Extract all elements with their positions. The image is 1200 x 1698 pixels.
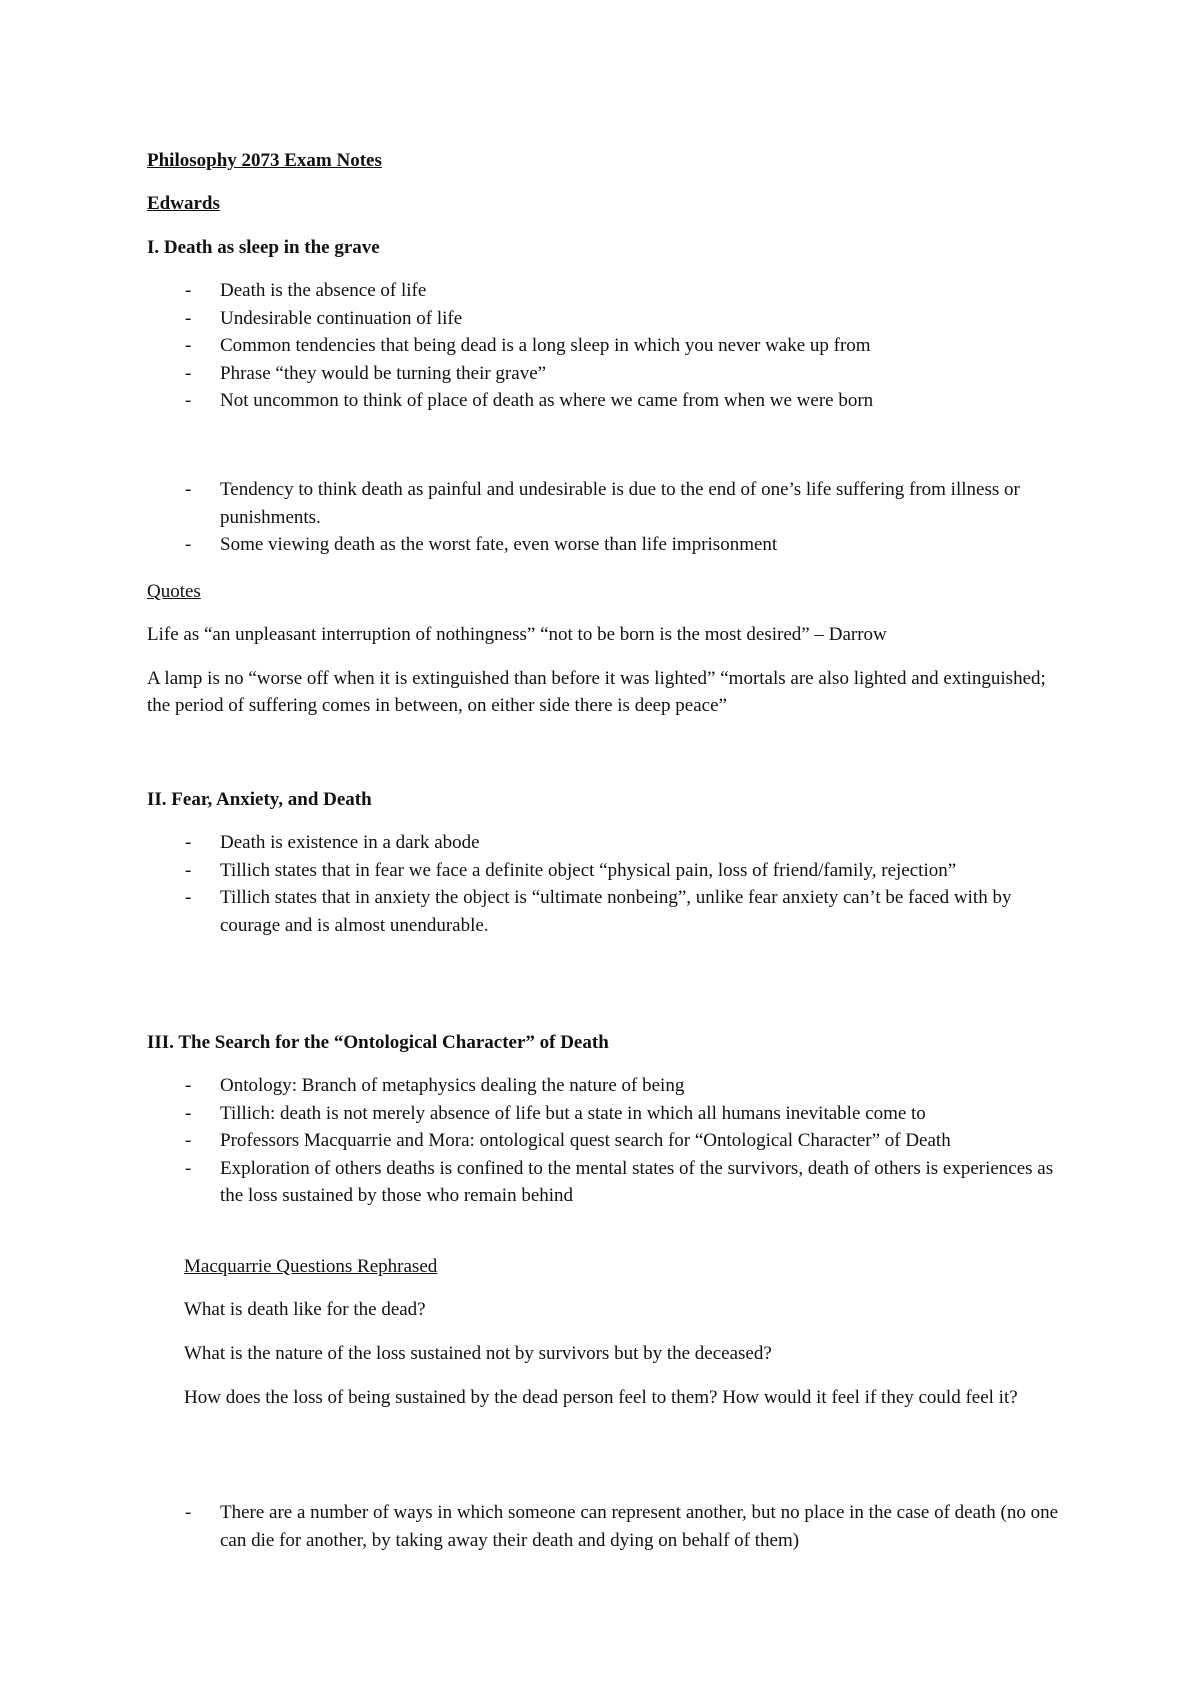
list-item: - Ontology: Branch of metaphysics dealing the nature of being bbox=[185, 1075, 685, 1096]
list-item: - Tendency to think death as painful and undesirable is due to the end of one’s life suffering from illness or punishments. bbox=[185, 479, 1020, 528]
section-1-list-b bbox=[147, 476, 1077, 559]
list-item: - Undesirable continuation of life bbox=[185, 307, 463, 329]
list-item: - There are a number of ways in which someone can represent another, but no place in the case of death (no one can die for another, by taking away their death and dying on behalf of them) bbox=[185, 1502, 1059, 1551]
list-item: - Not uncommon to think of place of death as where we came from when we were born bbox=[185, 390, 874, 411]
question-paragraph: How does the loss of being sustained by the dead person feel to them? How would it feel if they could feel it? bbox=[184, 1387, 1018, 1408]
list-item: - Some viewing death as the worst fate, even worse than life imprisonment bbox=[185, 534, 778, 555]
section-3-list bbox=[147, 1072, 1077, 1210]
list-item: - Exploration of others deaths is confined to the mental states of the survivors, death of others is experiences as the loss sustained by those who remain behind bbox=[185, 1157, 1054, 1206]
list-item: - Common tendencies that being dead is a long sleep in which you never wake up from bbox=[185, 335, 871, 356]
author-heading: Edwards bbox=[147, 193, 220, 214]
quotes-label: Quotes bbox=[147, 581, 201, 602]
list-item: - Death is the absence of life bbox=[185, 280, 427, 301]
list-item: - Death is existence in a dark abode bbox=[185, 832, 480, 853]
question-paragraph: What is the nature of the loss sustained not by survivors but by the deceased? bbox=[184, 1343, 772, 1364]
section-2-list bbox=[147, 829, 1077, 939]
quote-paragraph: A lamp is no “worse off when it is extinguished than before it was lighted” “mortals are also lighted and extinguished; the period of suffering comes in between, on either side there is deep peace” bbox=[147, 668, 1046, 716]
list-item: - Phrase “they would be turning their grave” bbox=[185, 362, 547, 384]
section-1-list-a bbox=[147, 277, 1077, 415]
document-title: Philosophy 2073 Exam Notes bbox=[147, 150, 382, 171]
list-item: - Professors Macquarrie and Mora: ontological quest search for “Ontological Character” of Death bbox=[185, 1130, 951, 1151]
list-item: - Tillich states that in anxiety the object is “ultimate nonbeing”, unlike fear anxiety can’t be faced with by courage and is almost unendurable. bbox=[185, 887, 1012, 936]
list-item: - Tillich: death is not merely absence of life but a state in which all humans inevitable come to bbox=[185, 1102, 926, 1124]
quote-paragraph: Life as “an unpleasant interruption of nothingness” “not to be born is the most desired” – Darrow bbox=[147, 624, 887, 645]
section-2-heading: II. Fear, Anxiety, and Death bbox=[147, 789, 372, 810]
section-1-heading: I. Death as sleep in the grave bbox=[147, 237, 380, 258]
section-3-heading: III. The Search for the “Ontological Character” of Death bbox=[147, 1032, 609, 1053]
list-item: - Tillich states that in fear we face a definite object “physical pain, loss of friend/family, rejection” bbox=[185, 859, 957, 881]
macquarrie-questions-label: Macquarrie Questions Rephrased bbox=[184, 1256, 438, 1277]
section-3-list-b bbox=[147, 1499, 1077, 1554]
question-paragraph: What is death like for the dead? bbox=[184, 1299, 426, 1320]
